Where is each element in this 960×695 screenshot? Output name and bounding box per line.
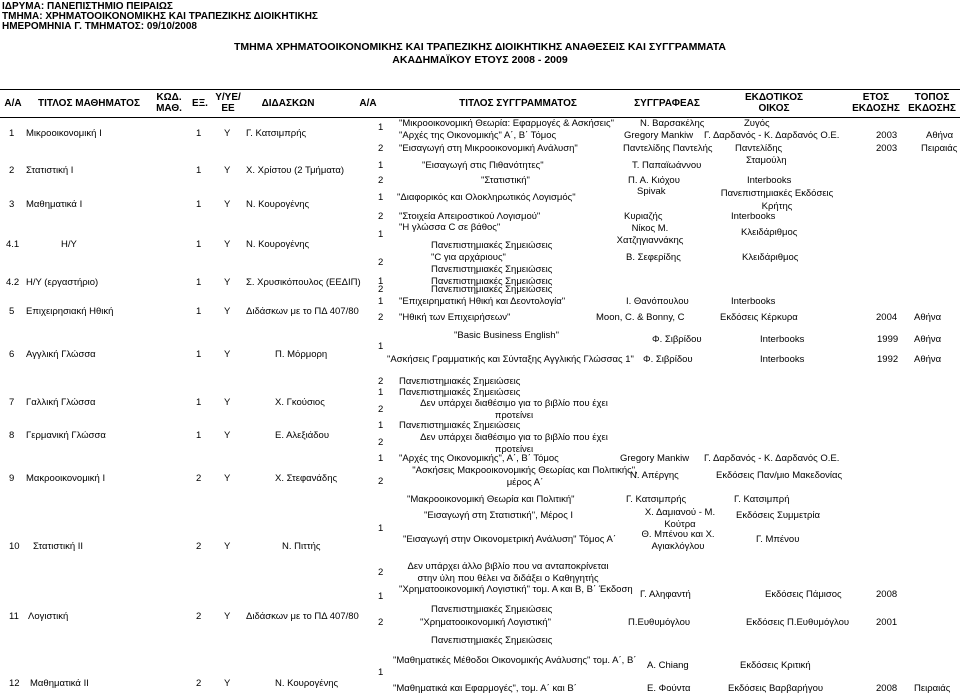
book-title: Πανεπιστημιακές Σημειώσεις xyxy=(431,240,553,251)
course-aa: 5 xyxy=(9,306,15,317)
book-title: "Στατιστική" xyxy=(481,175,530,186)
course-semester: 1 xyxy=(196,199,202,210)
book-year: 2008 xyxy=(876,589,898,600)
book-aa: 2 xyxy=(378,211,384,222)
book-author: Ε. Φούντα xyxy=(647,683,691,694)
course-teacher: Ε. Αλεξιάδου xyxy=(275,430,330,441)
course-teacher: Γ. Κατσιμπρής xyxy=(246,128,307,139)
book-place: Αθήνα xyxy=(926,130,954,141)
course-title: Στατιστική Ι xyxy=(26,165,74,176)
course-aa: 1 xyxy=(9,128,15,139)
book-aa: 2 xyxy=(378,567,384,578)
header-place-line1: ΤΟΠΟΣ xyxy=(914,92,950,103)
book-title: Δεν υπάρχει άλλο βιβλίο που να ανταποκρίνεται στην ύλη που θέλει να διδάξει ο Καθηγητής xyxy=(407,561,609,584)
book-aa: 2 xyxy=(378,437,384,448)
course-teacher: Ν. Κουρογένης xyxy=(246,199,310,210)
course-semester: 2 xyxy=(196,611,202,622)
book-aa: 1 xyxy=(378,341,384,352)
book-aa: 1 xyxy=(378,122,384,133)
book-publisher: Interbooks xyxy=(760,354,805,365)
course-semester: 1 xyxy=(196,349,202,360)
course-aa: 11 xyxy=(9,611,19,622)
header-type-line2: ΕΕ xyxy=(221,103,235,114)
course-teacher: Ν. Κουρογένης xyxy=(275,678,339,689)
course-title: Μικροοικονομική Ι xyxy=(26,128,102,139)
book-title: "Ασκήσεις Γραμματικής και Σύνταξης Αγγλικής Γλώσσας 1" xyxy=(387,354,634,365)
course-type: Υ xyxy=(224,611,231,622)
book-author: Θ. Μπένου και Χ. Αγιακλόγλου xyxy=(641,529,715,552)
book-publisher: Εκδόσεις Π.Ευθυμόγλου xyxy=(746,617,850,628)
book-publisher: Εκδόσεις Βαρβαρήγου xyxy=(728,683,824,694)
course-teacher: Χ. Γκούσιος xyxy=(275,397,325,408)
course-title: Η/Υ xyxy=(61,239,77,250)
book-title: Δεν υπάρχει διαθέσιμο για το βιβλίο που έχει προτείνει xyxy=(420,398,608,421)
book-author: Φ. Σιβρίδου xyxy=(652,334,702,345)
book-year: 2001 xyxy=(876,617,898,628)
book-aa: 1 xyxy=(378,160,384,171)
page-title: ΤΜΗΜΑ ΧΡΗΜΑΤΟΟΙΚΟΝΟΜΙΚΗΣ ΚΑΙ ΤΡΑΠΕΖΙΚΗΣ ΔΙΟΙΚΗΤΙΚΗΣ ΑΝΑΘΕΣΕΙΣ ΚΑΙ ΣΥΓΓΡΑΜΜΑΤΑ xyxy=(234,41,726,53)
book-publisher: Κλειδάριθμος xyxy=(741,227,798,238)
book-publisher: Εκδόσεις Συμμετρία xyxy=(736,510,820,521)
course-teacher: Π. Μόρμορη xyxy=(275,349,328,360)
course-aa: 4.1 xyxy=(6,239,20,250)
course-aa: 7 xyxy=(9,397,15,408)
course-title: Στατιστική ΙΙ xyxy=(33,541,84,552)
course-aa: 8 xyxy=(9,430,15,441)
book-publisher: Γ. Κατσιμπρή xyxy=(734,494,790,505)
book-publisher: Γ. Μπένου xyxy=(756,534,800,545)
header-semester: ΕΞ. xyxy=(192,98,208,109)
course-teacher: Διδάσκων με το ΠΔ 407/80 xyxy=(246,306,359,317)
book-author: Παντελίδης Παντελής xyxy=(623,143,713,154)
book-publisher: Interbooks xyxy=(747,175,792,186)
book-aa: 1 xyxy=(378,387,384,398)
course-teacher: Ν. Πιττής xyxy=(282,541,321,552)
book-place: Αθήνα xyxy=(914,334,942,345)
course-teacher: Σ. Χρυσικόπουλος (ΕΕΔΙΠ) xyxy=(246,277,361,288)
book-title: "Αρχές της Οικονομικής" Α΄, Β΄ Τόμος xyxy=(399,130,557,141)
book-author: Κυριαζής xyxy=(624,211,663,222)
book-title: "Μαθηματικά και Εφαρμογές", τομ. Α΄ και Β΄ xyxy=(393,683,577,694)
course-type: Υ xyxy=(224,277,231,288)
course-semester: 1 xyxy=(196,277,202,288)
book-author: Spivak xyxy=(637,186,666,197)
course-title: Η/Υ (εργαστήριο) xyxy=(26,277,99,288)
header-book-title: ΤΙΤΛΟΣ ΣΥΓΓΡΑΜΜΑΤΟΣ xyxy=(459,98,577,109)
header-authors: ΣΥΓΓΡΑΦΕΑΣ xyxy=(634,98,700,109)
course-title: Επιχειρησιακή Ηθική xyxy=(26,306,114,317)
course-type: Υ xyxy=(224,239,231,250)
book-author: Π.Ευθυμόγλου xyxy=(628,617,691,628)
date-line: ΗΜΕΡΟΜΗΝΙΑ Γ. ΤΜΗΜΑΤΟΣ: 09/10/2008 xyxy=(2,21,197,32)
book-author: Gregory Mankiw xyxy=(624,130,694,141)
book-author: Α. Chiang xyxy=(647,660,689,671)
book-aa: 1 xyxy=(378,192,384,203)
course-type: Υ xyxy=(224,473,231,484)
header-type-line1: Υ/ΥΕ/ xyxy=(215,92,241,103)
book-publisher: Interbooks xyxy=(731,296,776,307)
header-course-title: ΤΙΤΛΟΣ ΜΑΘΗΜΑΤΟΣ xyxy=(38,98,140,109)
course-type: Υ xyxy=(224,349,231,360)
book-aa: 1 xyxy=(378,453,384,464)
book-author: Moon, C. & Bonny, C xyxy=(596,312,685,323)
book-aa: 2 xyxy=(378,376,384,387)
course-title: Γερμανική Γλώσσα xyxy=(26,430,106,441)
book-title: "C για αρχάριους" xyxy=(431,252,506,263)
course-title: Αγγλική Γλώσσα xyxy=(26,349,96,360)
header-teachers: ΔΙΔΑΣΚΩΝ xyxy=(261,98,315,109)
book-aa: 1 xyxy=(378,276,384,287)
book-aa: 2 xyxy=(378,312,384,323)
book-title: Πανεπιστημιακές Σημειώσεις xyxy=(399,376,521,387)
book-publisher: Γ. Δαρδανός - Κ. Δαρδανός Ο.Ε. xyxy=(704,453,840,464)
course-aa: 10 xyxy=(9,541,20,552)
book-aa: 1 xyxy=(378,667,384,678)
book-publisher: Πανεπιστημιακές Εκδόσεις Κρήτης xyxy=(720,188,834,212)
course-title: Μαθηματικά Ι xyxy=(26,199,83,210)
course-semester: 1 xyxy=(196,430,202,441)
book-aa: 2 xyxy=(378,284,384,295)
book-publisher: Σταμούλη xyxy=(746,155,787,166)
book-place: Πειραιάς xyxy=(914,683,951,694)
book-year: 1992 xyxy=(877,354,899,365)
book-title: "Basic Business English" xyxy=(454,330,559,341)
book-publisher: Εκδόσεις Πάμισος xyxy=(765,589,842,600)
book-year: 2003 xyxy=(876,130,898,141)
book-author: Γ. Αληφαντή xyxy=(640,589,691,600)
book-author: Νίκος Μ. Χατζηγιαννάκης xyxy=(616,223,684,246)
course-semester: 1 xyxy=(196,397,202,408)
book-title: "Μακροοικονομική Θεωρία και Πολιτική" xyxy=(407,494,575,505)
book-publisher: Κλειδάριθμος xyxy=(742,252,799,263)
course-title: Μακροοικονομική Ι xyxy=(26,473,106,484)
book-publisher: Εκδόσεις Κριτική xyxy=(740,660,811,671)
book-title: "Επιχειρηματική Ηθική και Δεοντολογία" xyxy=(399,296,566,307)
course-teacher: Χ. Χρίστου (2 Τμήματα) xyxy=(246,165,345,176)
book-title: "Στοιχεία Απειροστικού Λογισμού" xyxy=(399,211,541,222)
book-title: "Η γλώσσα C σε βάθος" xyxy=(399,222,501,233)
course-aa: 2 xyxy=(9,165,15,176)
book-author: Π. Α. Κιόχου xyxy=(628,175,680,186)
department-line: ΤΜΗΜΑ: ΧΡΗΜΑΤΟΟΙΚΟΝΟΜΙΚΗΣ ΚΑΙ ΤΡΑΠΕΖΙΚΗΣ ΔΙΟΙΚΗΤΙΚΗΣ xyxy=(2,11,318,22)
book-author: Χ. Δαμιανού - Μ. Κούτρα xyxy=(644,507,716,530)
book-title: Πανεπιστημιακές Σημειώσεις xyxy=(431,284,553,295)
book-author: Ν. Βαρσακέλης xyxy=(640,118,705,129)
book-title: "Ηθική των Επιχειρήσεων" xyxy=(399,312,511,323)
header-publisher-line2: ΟΙΚΟΣ xyxy=(758,103,790,114)
book-title: Δεν υπάρχει διαθέσιμο για το βιβλίο που έχει προτείνει xyxy=(420,432,608,455)
course-semester: 2 xyxy=(196,541,202,552)
header-place-line2: ΕΚΔΟΣΗΣ xyxy=(908,103,956,114)
book-author: Γ. Κατσιμπρής xyxy=(626,494,687,505)
course-aa: 9 xyxy=(9,473,15,484)
book-publisher: Παντελίδης xyxy=(735,143,783,154)
book-publisher: Γ. Δαρδανός - Κ. Δαρδανός Ο.Ε. xyxy=(704,130,840,141)
course-type: Υ xyxy=(224,128,231,139)
book-author: Φ. Σιβρίδου xyxy=(643,354,693,365)
course-teacher: Διδάσκων με το ΠΔ 407/80 xyxy=(246,611,359,622)
book-publisher: Interbooks xyxy=(731,211,776,222)
book-title: "Μαθηματικές Μέθοδοι Οικονομικής Ανάλυσης" τομ. Α΄, Β΄ xyxy=(393,655,637,666)
book-author: Τ. Παπαϊωάννου xyxy=(632,160,702,171)
page-subtitle: ΑΚΑΔΗΜΑΪΚΟΥ ΕΤΟΥΣ 2008 - 2009 xyxy=(392,54,568,66)
book-year: 2008 xyxy=(876,683,898,694)
book-place: Πειραιάς xyxy=(921,143,958,154)
book-author: Ν. Απέργης xyxy=(630,470,679,481)
course-aa: 12 xyxy=(9,678,20,689)
book-title: "Αρχές της Οικονομικής", Α΄, Β΄ Τόμος xyxy=(399,453,559,464)
book-aa: 1 xyxy=(378,296,384,307)
course-semester: 1 xyxy=(196,165,202,176)
course-teacher: Χ. Στεφανάδης xyxy=(275,473,338,484)
book-title: Πανεπιστημιακές Σημειώσεις xyxy=(431,604,553,615)
book-publisher: Ζυγός xyxy=(744,118,770,129)
header-code-line2: ΜΑΘ. xyxy=(156,103,182,114)
book-title: "Χρηματοοικονομική Λογιστική" xyxy=(420,617,551,628)
book-title: "Εισαγωγή στις Πιθανότητες" xyxy=(422,160,544,171)
book-aa: 2 xyxy=(378,257,384,268)
book-title: "Εισαγωγή στην Οικονομετρική Ανάλυση" Τόμος Α΄ xyxy=(403,534,616,545)
book-author: Gregory Mankiw xyxy=(620,453,690,464)
book-place: Αθήνα xyxy=(914,354,942,365)
book-aa: 1 xyxy=(378,420,384,431)
course-semester: 1 xyxy=(196,239,202,250)
course-type: Υ xyxy=(224,306,231,317)
course-title: Μαθηματικά ΙΙ xyxy=(30,678,89,689)
book-publisher: Εκδόσεις Παν/μιο Μακεδονίας xyxy=(716,470,843,481)
course-semester: 2 xyxy=(196,473,202,484)
book-year: 1999 xyxy=(877,334,899,345)
book-aa: 2 xyxy=(378,143,384,154)
course-title: Γαλλική Γλώσσα xyxy=(26,397,96,408)
book-aa: 2 xyxy=(378,476,384,487)
book-title: "Εισαγωγή στη Στατιστική", Μέρος Ι xyxy=(424,510,574,521)
book-aa: 1 xyxy=(378,591,384,602)
header-aa2: Α/Α xyxy=(359,98,377,109)
course-type: Υ xyxy=(224,430,231,441)
book-year: 2004 xyxy=(876,312,898,323)
book-title: Πανεπιστημιακές Σημειώσεις xyxy=(431,276,553,287)
book-author: Β. Σεφερίδης xyxy=(626,252,681,263)
book-aa: 2 xyxy=(378,617,384,628)
book-title: Πανεπιστημιακές Σημειώσεις xyxy=(399,387,521,398)
book-title: Πανεπιστημιακές Σημειώσεις xyxy=(431,264,553,275)
course-type: Υ xyxy=(224,678,231,689)
book-aa: 2 xyxy=(378,404,384,415)
course-aa: 3 xyxy=(9,199,15,210)
course-teacher: Ν. Κουρογένης xyxy=(246,239,310,250)
header-publisher-line1: ΕΚΔΟΤΙΚΟΣ xyxy=(744,92,804,103)
course-aa: 4.2 xyxy=(6,277,20,288)
course-semester: 1 xyxy=(196,306,202,317)
institution-line: ΙΔΡΥΜΑ: ΠΑΝΕΠΙΣΤΗΜΙΟ ΠΕΙΡΑΙΩΣ xyxy=(2,1,173,12)
course-aa: 6 xyxy=(9,349,15,360)
header-year-line2: ΕΚΔΟΣΗΣ xyxy=(852,103,900,114)
book-title: "Ασκήσεις Μακροοικονομικής Θεωρίας και Πολιτικής", μέρος Α΄ xyxy=(412,465,638,488)
book-place: Αθήνα xyxy=(914,312,942,323)
book-aa: 1 xyxy=(378,229,384,240)
course-type: Υ xyxy=(224,165,231,176)
book-title: "Εισαγωγή στη Μικροοικονομική Ανάλυση" xyxy=(399,143,578,154)
course-semester: 1 xyxy=(196,128,202,139)
book-aa: 1 xyxy=(378,523,384,534)
book-title: "Διαφορικός και Ολοκληρωτικός Λογισμός" xyxy=(397,192,576,203)
book-aa: 2 xyxy=(378,175,384,186)
book-title: "Χρηματοοικονομική Λογιστική" τομ. Α και Β, Β΄ Έκδοση xyxy=(399,584,633,595)
book-title: Πανεπιστημιακές Σημειώσεις xyxy=(431,635,553,646)
course-semester: 2 xyxy=(196,678,202,689)
book-title: "Μικροοικονομική Θεωρία: Εφαρμογές & Ασκήσεις" xyxy=(399,118,614,129)
header-year-line1: ΕΤΟΣ xyxy=(862,92,890,103)
book-author: Ι. Θανόπουλου xyxy=(626,296,689,307)
header-aa: Α/Α xyxy=(4,98,22,109)
course-type: Υ xyxy=(224,397,231,408)
course-type: Υ xyxy=(224,541,231,552)
course-title: Λογιστική xyxy=(28,611,69,622)
header-code-line1: ΚΩΔ. xyxy=(156,92,182,103)
book-year: 2003 xyxy=(876,143,898,154)
book-title: Πανεπιστημιακές Σημειώσεις xyxy=(399,420,521,431)
book-publisher: Interbooks xyxy=(760,334,805,345)
book-publisher: Εκδόσεις Κέρκυρα xyxy=(720,312,798,323)
course-type: Υ xyxy=(224,199,231,210)
header-rule-top xyxy=(0,89,960,90)
